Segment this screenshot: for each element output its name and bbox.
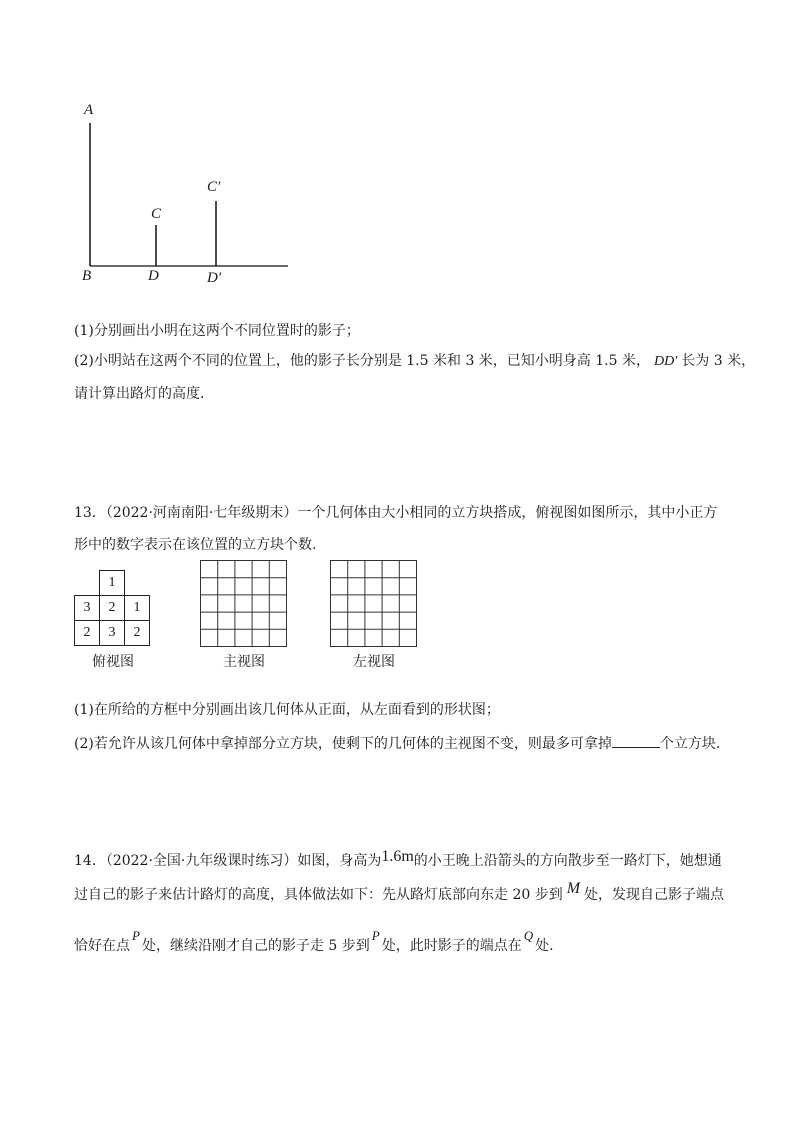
top-view-cell: 2 <box>74 620 100 646</box>
q12-part2-line <box>74 351 755 372</box>
q12-part1: (1)分别画出小明在这两个不同位置时的影子； <box>74 323 360 339</box>
top-view-cell: 3 <box>99 620 125 646</box>
q14-line3 <box>74 928 554 956</box>
q13-part2-line <box>74 733 720 754</box>
answer-blank[interactable] <box>612 733 660 748</box>
q12-part2-var: DD′ <box>653 354 678 369</box>
label-C-prime: C′ <box>207 179 221 195</box>
streetlamp-figure <box>70 95 310 295</box>
q14-line1-b: 的小王晚上沿箭头的方向散步至一路灯下，她想通 <box>413 853 722 869</box>
left-view-grid[interactable] <box>330 560 418 648</box>
q14-line1 <box>74 848 722 871</box>
top-view-cell: 2 <box>124 620 150 646</box>
q12-part2-a: (2)小明站在这两个不同的位置上，他的影子长分别是 1.5 米和 3 米，已知小明身高 1.5 米， <box>74 353 650 369</box>
label-D-prime: D′ <box>207 270 222 286</box>
top-view-caption: 俯视图 <box>92 654 134 670</box>
q14-line2-a: 过自己的影子来估计路灯的高度，具体做法如下：先从路灯底部向东走 20 步到 <box>74 887 563 903</box>
q14-line2 <box>74 880 725 905</box>
label-C: C <box>151 206 162 222</box>
front-view-grid[interactable] <box>200 560 288 648</box>
q14-height-value: 1.6m <box>381 848 414 865</box>
top-view-cell: 3 <box>74 595 100 621</box>
q14-var-Q: Q <box>523 928 534 943</box>
q13-part2-b: 个立方块. <box>659 736 721 752</box>
label-D: D <box>148 268 159 284</box>
q13-line2: 形中的数字表示在该位置的立方块个数. <box>74 537 317 553</box>
top-view-cell: 1 <box>124 595 150 621</box>
q13-part2-a: (2)若允许从该几何体中拿掉部分立方块，使剩下的几何体的主视图不变，则最多可拿掉 <box>74 736 612 752</box>
q13-part1: (1)在所给的方框中分别画出该几何体从正面，从左面看到的形状图； <box>74 702 500 718</box>
top-view-cell: 2 <box>99 595 125 621</box>
left-view-caption: 左视图 <box>353 654 395 670</box>
q14-line3-a: 恰好在点 <box>74 938 130 954</box>
top-view-figure <box>74 570 154 645</box>
label-A: A <box>84 102 94 118</box>
q13-line1: 13．（2022·河南南阳·七年级期末）一个几何体由大小相同的立方块搭成，俯视图如图所示，其中小正方 <box>74 505 718 521</box>
q14-var-P2: P <box>371 928 380 943</box>
label-B: B <box>82 268 92 284</box>
front-view-caption: 主视图 <box>223 654 265 670</box>
q14-var-P1: P <box>132 928 140 943</box>
q14-var-M: M <box>566 880 581 897</box>
q14-line2-b: 处，发现自己影子端点 <box>584 887 725 903</box>
q12-part2-c: 请计算出路灯的高度. <box>74 386 205 402</box>
q14-line3-b: 处，继续沿刚才自己的影子走 5 步到 <box>141 938 370 954</box>
top-view-cell: 1 <box>99 570 125 596</box>
q12-part2-b: 长为 3 米， <box>681 353 756 369</box>
q14-line3-d: 处. <box>535 938 554 954</box>
q14-line1-a: 14．（2022·全国·九年级课时练习）如图，身高为 <box>74 853 382 869</box>
q14-line3-c: 处，此时影子的端点在 <box>381 938 522 954</box>
